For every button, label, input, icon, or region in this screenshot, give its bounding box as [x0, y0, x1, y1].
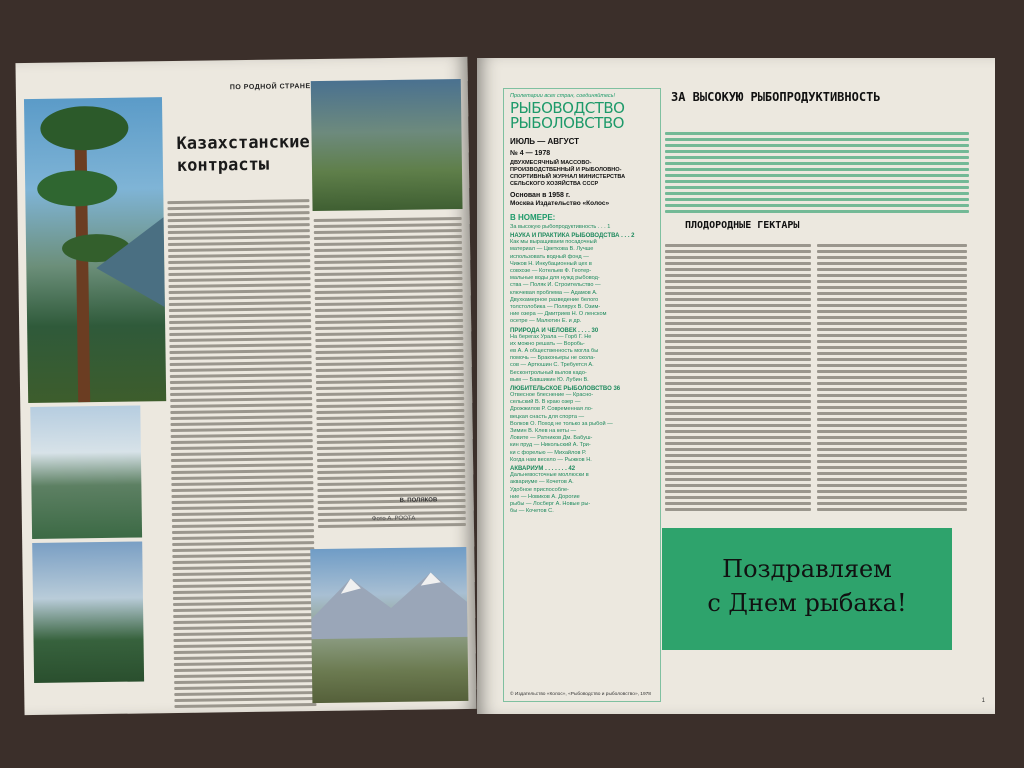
toc-entry: вым — Бавшикин Ю. Лубин В. [510, 376, 589, 383]
issue-number: № 4 — 1978 [510, 150, 551, 157]
toc-entry: Бесконтрольный вылов кадо- [510, 369, 587, 376]
table-of-contents [510, 224, 654, 515]
toc-entry: толстолобика — Полярух В. Озим- [510, 304, 601, 311]
body-column-1 [665, 244, 811, 514]
toc-entry: За высокую рыбопродуктивность . . . 1 [510, 224, 611, 230]
toc-entry: ев А. А общественность могла бы [510, 348, 599, 355]
masthead-title: РЫБОВОДСТВО РЫБОЛОВСТВО [510, 99, 625, 132]
toc-entry: рыбы — Лосберг А. Новые ры- [510, 500, 591, 507]
intro-paragraph [665, 132, 969, 216]
toc-entry: ние озера — Дмитриев Н. О ленском [510, 311, 607, 318]
toc-entry: совхозе — Котельев Ф. Геотер- [510, 268, 592, 275]
toc-entry: мальные воды для нужд рыбовод- [510, 275, 600, 282]
toc-entry: Волков О. Поход не только за рыбой — [510, 420, 613, 427]
page-number: 1 [981, 698, 985, 704]
toc-entry: аквариуме — Кочетов А. [510, 479, 574, 486]
author-name: В. ПОЛЯКОВ [399, 497, 438, 504]
left-page [15, 57, 476, 715]
issue-dates: ИЮЛЬ — АВГУСТ [510, 137, 580, 146]
toc-entry: Зимин В. Клев на кеты — [510, 428, 577, 435]
left-text-column [167, 199, 316, 711]
copyright: © Издательство «Колос», «Рыбоводство и рыболовство», 1978 [510, 692, 651, 697]
toc-entry: вецкая снасть для спорта — [510, 413, 585, 420]
fisherman-day-banner: Поздравляем с Днем рыбака! [662, 528, 952, 650]
toc-entry: Отвесное блеснение — Красно- [510, 392, 594, 399]
toc-entry: Ловите — Ратников Дм. Бабуш- [510, 435, 593, 442]
article-title: Казахстанские контрасты [176, 132, 310, 176]
contents-box [503, 88, 661, 702]
journal-description: ДВУХМЕСЯЧНЫЙ МАССОВО-ПРОИЗВОДСТВЕННЫЙ И РЫБОЛОВНО-СПОРТИВНЫЙ ЖУРНАЛ МИНИСТЕРСТВА СЕЛЬСКОГО ХОЗЯЙСТВА СССР [510, 160, 626, 187]
right-text-column [314, 217, 466, 531]
toc-entry: ства — Поляк И. Строительство — [510, 282, 601, 289]
headline: ЗА ВЫСОКУЮ РЫБОПРОДУКТИВНОСТЬ [671, 90, 881, 104]
toc-entry: Как мы выращиваем посадочный [510, 239, 597, 246]
photo-credit: Фото А. РООТА [371, 515, 416, 523]
right-page [477, 58, 995, 714]
plants-photo [311, 79, 463, 211]
toc-entry: Когда нам весело — Рыжков Н. [510, 456, 592, 463]
mountain-lake-photo [32, 541, 144, 683]
toc-entry: помочь — Браконьеры не скола- [510, 355, 596, 362]
publisher: Москва Издательство «Колос» [510, 200, 610, 207]
toc-entry: ключевая проблема — Адамов А. [510, 289, 598, 296]
toc-section-heading: НАУКА И ПРАКТИКА РЫБОВОДСТВА . . . 2 [510, 233, 635, 240]
toc-entry: Дрожжилов Р. Современная ло- [510, 406, 593, 413]
section-label: ПО РОДНОЙ СТРАНЕ [229, 83, 311, 92]
tree-photo [24, 97, 166, 403]
toc-entry: осетре — Малютин Е. и др. [510, 318, 582, 325]
toc-entry: ки с форелью — Михайлов Р. [510, 449, 587, 456]
toc-entry: ние — Новиков А. Дорогие [510, 493, 580, 500]
toc-entry: бы — Кочетов С. [510, 508, 554, 515]
subhead: ПЛОДОРОДНЫЕ ГЕКТАРЫ [685, 220, 800, 231]
lake-photo [30, 405, 142, 539]
masthead-tagline: Пролетарии всех стран, соединяйтесь! [510, 93, 616, 99]
toc-entry: Чижов Н. Инкубационный цех в [510, 260, 592, 267]
toc-entry: На берегах Урала — Горб Г. Не [510, 333, 592, 340]
body-column-2 [817, 244, 967, 514]
toc-entry: кин пруд — Никольский А. Три- [510, 442, 591, 449]
valley-photo [310, 547, 468, 703]
toc-section-heading: ЛЮБИТЕЛЬСКОЕ РЫБОЛОВСТВО 36 [510, 386, 621, 393]
toc-entry: использовать водный фонд — [510, 253, 589, 260]
toc-entry: сов — Артюшин С. Требуется А. [510, 362, 594, 369]
founded-year: Основан в 1958 г. [510, 192, 571, 199]
toc-section-heading: ПРИРОДА И ЧЕЛОВЕК . . . . 30 [510, 327, 599, 334]
toc-entry: Двухкамерное разведение белого [510, 296, 599, 303]
toc-entry: Дальневосточные моллюски в [510, 472, 589, 479]
toc-entry: сельский В. В краю озер — [510, 399, 581, 406]
toc-entry: Удобное приспособле- [510, 486, 569, 493]
toc-section-heading: АКВАРИУМ . . . . . . . 42 [510, 466, 576, 473]
toc-entry: их можно решать — Воробь- [510, 340, 585, 347]
toc-entry: материал — Цветкова В. Лучше [510, 246, 594, 253]
toc-title: В НОМЕРЕ: [510, 213, 556, 222]
